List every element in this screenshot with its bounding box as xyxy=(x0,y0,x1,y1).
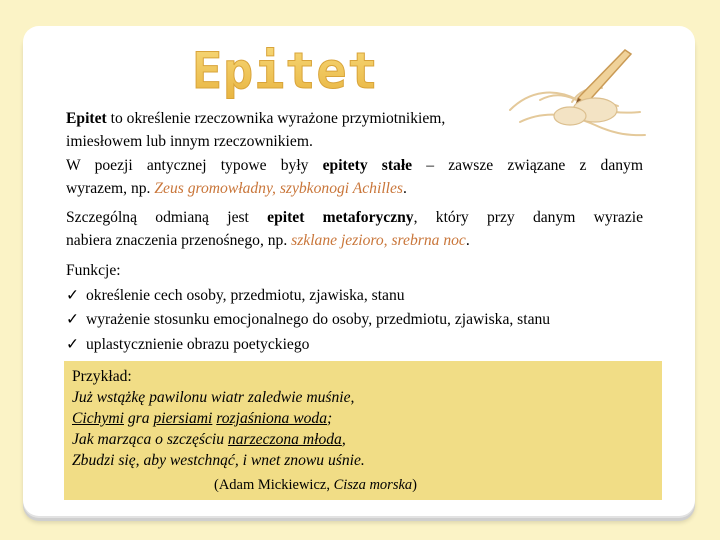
term-epitet-metaforyczny: epitet metaforyczny xyxy=(267,209,414,226)
metaphor-line-2: nabiera znaczenia przenośnego, np. szklane jezioro, srebrna noc. xyxy=(66,232,470,249)
function-item: ✓ wyrażenie stosunku emocjonalnego do osoby, przedmiotu, zjawiska, stanu xyxy=(66,308,643,333)
poem-line-1: Już wstążkę pawilonu wiatr zaledwie muśnie, xyxy=(72,389,355,406)
checkmark-icon: ✓ xyxy=(66,335,80,353)
metaphor-paragraph xyxy=(66,206,643,252)
poem-line-2: Cichymi gra piersiami rozjaśniona woda; xyxy=(72,410,333,427)
metaphor-line-1: Szczególną odmianą jest epitet metaforyczny, który przy danym wyrazie xyxy=(66,209,644,226)
poem-line-4: Zbudzi się, aby westchnąć, i wnet znowu uśnie. xyxy=(72,452,365,469)
term-epitety-stale: epitety stałe xyxy=(322,157,413,174)
functions-section xyxy=(66,259,643,357)
function-item: ✓ określenie cech osoby, przedmiotu, zjawiska, stanu xyxy=(66,284,643,309)
pen-icon xyxy=(578,50,631,104)
checkmark-icon: ✓ xyxy=(66,311,80,328)
checkmark-icon: ✓ xyxy=(66,286,80,304)
definition-line-2: imiesłowem lub innym rzeczownikiem. xyxy=(66,133,313,150)
antique-line-2: wyrazem, np. Zeus gromowładny, szybkonogi Achilles. xyxy=(66,180,407,197)
poem-source: (Adam Mickiewicz, Cisza morska) xyxy=(214,477,417,493)
functions-heading: Funkcje: xyxy=(66,262,121,279)
function-item: ✓ uplastycznienie obrazu poetyckiego xyxy=(66,333,643,358)
definition-paragraph xyxy=(66,107,643,153)
metaphor-examples: szklane jezioro, srebrna noc xyxy=(291,232,466,249)
example-heading: Przykład: xyxy=(72,368,132,385)
antique-examples: Zeus gromowładny, szybkonogi Achilles xyxy=(154,180,403,197)
example-box xyxy=(64,361,662,500)
title-wordart xyxy=(190,36,410,106)
poem-line-3: Jak marząca o szczęściu narzeczona młoda, xyxy=(72,431,346,448)
poem-title: Cisza morska xyxy=(333,477,413,493)
definition-line-1: Epitet to określenie rzeczownika wyrażone przymiotnikiem, xyxy=(66,110,446,127)
definition-term: Epitet xyxy=(66,110,107,127)
antique-line-1: W poezji antycznej typowe były epitety stałe – zawsze związane z danym xyxy=(66,157,643,174)
antique-paragraph xyxy=(66,154,643,200)
page-title: Epitet xyxy=(192,42,379,100)
